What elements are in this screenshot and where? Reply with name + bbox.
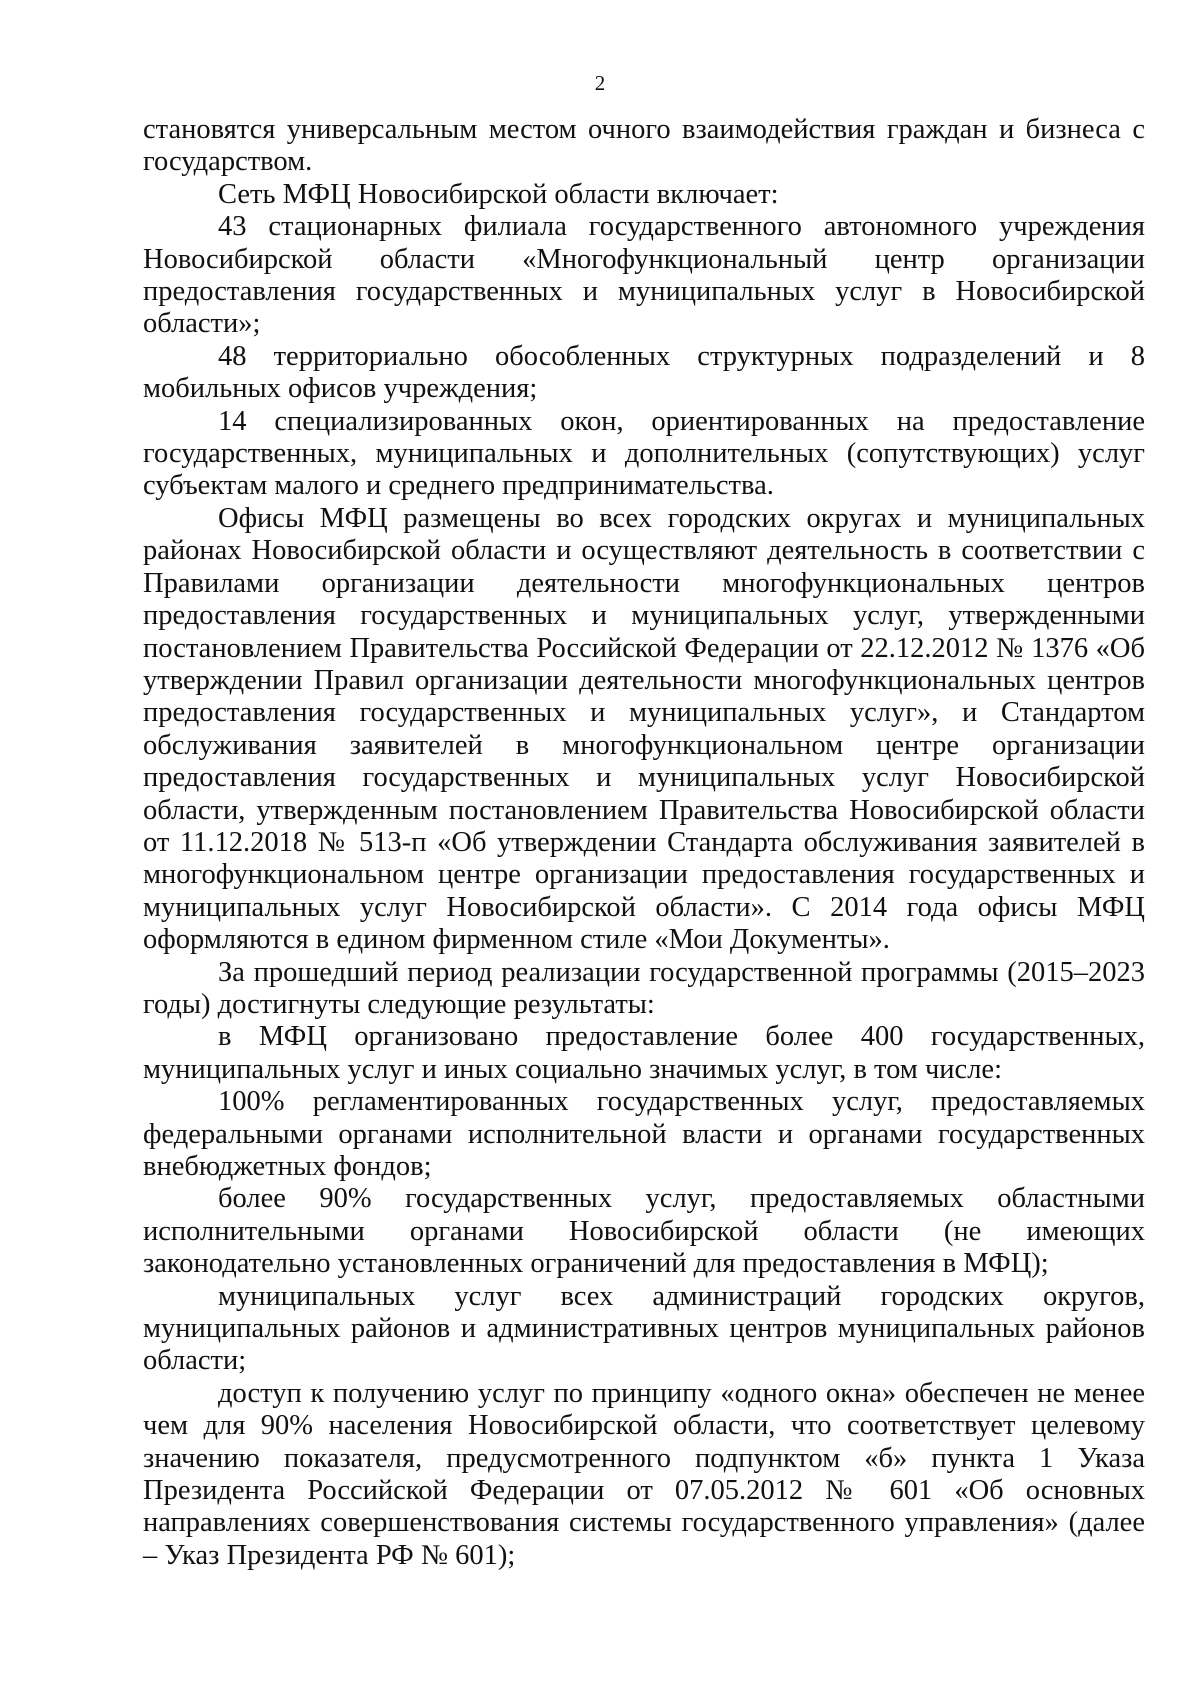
paragraph-services-count: в МФЦ организовано предоставление более 400 государственных, муниципальных услуг и иных социально значимых услуг, в том числе: [143, 1021, 1145, 1085]
paragraph-results-intro: За прошедший период реализации государственной программы (2015–2023 годы) достигнуты следующие результаты: [143, 956, 1145, 1020]
paragraph-territorial-units: 48 территориально обособленных структурных подразделений и 8 мобильных офисов учреждения; [143, 340, 1145, 405]
paragraph-business-windows: 14 специализированных окон, ориентированных на предоставление государственных, муниципальных и дополнительных (сопутствующих) услуг субъектам малого и среднего предпринимательства. [143, 405, 1145, 502]
paragraph-regional-services: более 90% государственных услуг, предоставляемых областными исполнительными органами Новосибирской области (не имеющих законодательно установленных ограничений для предоставления в МФЦ); [143, 1183, 1145, 1280]
paragraph-one-window-access: доступ к получению услуг по принципу «одного окна» обеспечен не менее чем для 90% населения Новосибирской области, что соответствует целевому значению показателя, предусмотренного подпунктом «б» пункта 1 Указа Президента Российской Федерации от 07.05.2012 № 601 «Об основных направлениях совершенствования системы государственного управления» (далее – Указ Президента РФ № 601); [143, 1377, 1145, 1571]
paragraph-municipal-services: муниципальных услуг всех администраций городских округов, муниципальных районов и административных центров муниципальных районов области; [143, 1280, 1145, 1377]
paragraph-offices-regulations: Офисы МФЦ размещены во всех городских округах и муниципальных районах Новосибирской области и осуществляют деятельность в соответствии с Правилами организации деятельности многофункциональных центров предоставления государственных и муниципальных услуг, утвержденными постановлением Правительства Российской Федерации от 22.12.2012 № 1376 «Об утверждении Правил организации деятельности многофункциональных центров предоставления государственных и муниципальных услуг», и Стандартом обслуживания заявителей в многофункциональном центре организации предоставления государственных и муниципальных услуг Новосибирской области, утвержденным постановлением Правительства Новосибирской области от 11.12.2018 № 513-п «Об утверждении Стандарта обслуживания заявителей в многофункциональном центре организации предоставления государственных и муниципальных услуг Новосибирской области». С 2014 года офисы МФЦ оформляются в едином фирменном стиле «Мои Документы». [143, 502, 1145, 956]
page-number: 2 [594, 71, 606, 95]
paragraph-federal-services: 100% регламентированных государственных услуг, предоставляемых федеральными органами исполнительной власти и органами государственных внебюджетных фондов; [143, 1086, 1145, 1182]
paragraph-stationary-branches: 43 стационарных филиала государственного автономного учреждения Новосибирской области «Многофункциональный центр организации предоставления государственных и муниципальных услуг в Новосибирской области»; [143, 211, 1145, 340]
paragraph-intro-continuation: становятся универсальным местом очного взаимодействия граждан и бизнеса с государством. [143, 114, 1145, 178]
paragraph-network-heading: Сеть МФЦ Новосибирской области включает: [218, 178, 779, 210]
document-body [143, 114, 1145, 1572]
